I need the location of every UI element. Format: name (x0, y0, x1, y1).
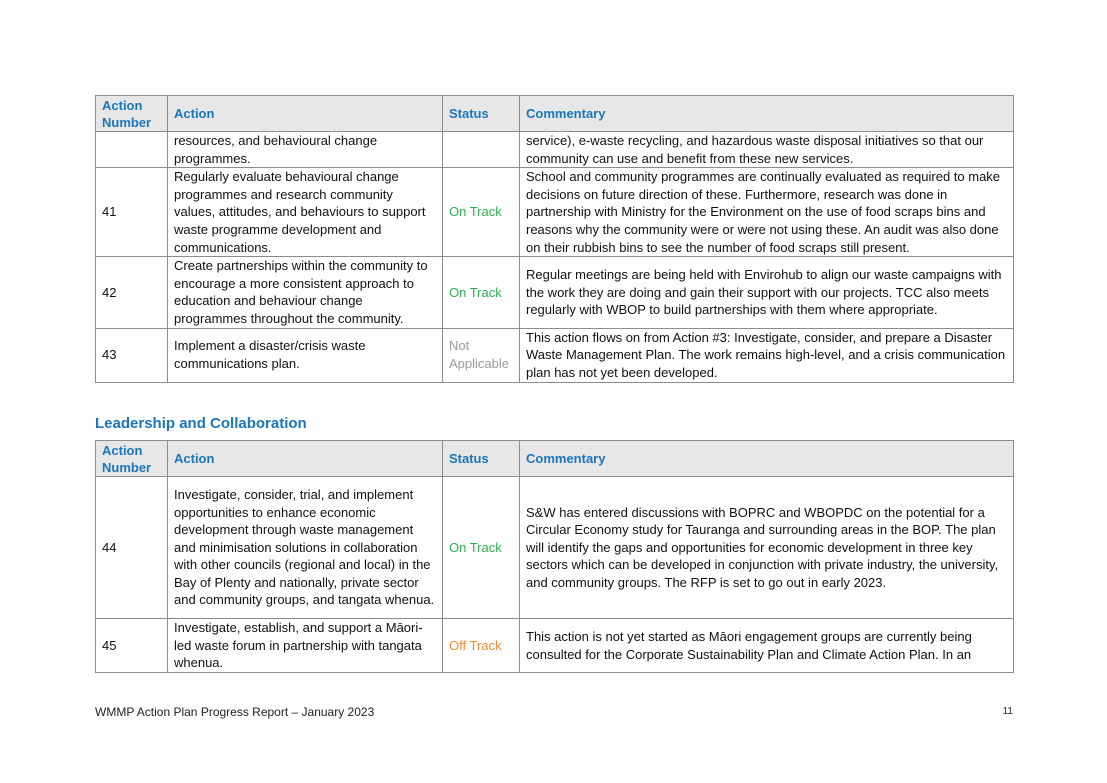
row-commentary: service), e-waste recycling, and hazardous waste disposal initiatives so that our community can use and benefit from these new services. (520, 132, 1014, 168)
row-number: 41 (96, 168, 168, 257)
status-badge: Off Track (443, 619, 520, 673)
table-row (96, 619, 1014, 673)
status-badge: On Track (443, 477, 520, 619)
row-commentary: School and community programmes are continually evaluated as required to make decisions on future direction of these. Furthermore, research was done in partnership with Ministry for the Environment on the use of food scraps bins and reasons why the community were or were not using these. An audit was also done on their rubbish bins to see the number of food scraps still present. (520, 168, 1014, 257)
header-action-number: Action Number (96, 96, 168, 132)
status-badge: On Track (443, 168, 520, 257)
row-commentary: This action is not yet started as Māori engagement groups are currently being consulted for the Corporate Sustainability Plan and Climate Action Plan. In an (520, 619, 1014, 673)
row-status (443, 132, 520, 168)
table-row (96, 257, 1014, 328)
leadership-collaboration-table (95, 440, 1014, 673)
table-header-row (96, 96, 1014, 132)
row-action: Investigate, establish, and support a Māori-led waste forum in partnership with tangata whenua. (168, 619, 443, 673)
page-number: 11 (1002, 706, 1013, 717)
row-action: Implement a disaster/crisis waste communications plan. (168, 328, 443, 382)
header-action-number: Action Number (96, 441, 168, 477)
table-row (96, 328, 1014, 382)
row-number: 45 (96, 619, 168, 673)
table-row (96, 168, 1014, 257)
footer-title: WMMP Action Plan Progress Report – January 2023 (95, 705, 375, 719)
status-badge: On Track (443, 257, 520, 328)
header-commentary: Commentary (520, 96, 1014, 132)
row-action: resources, and behavioural change programmes. (168, 132, 443, 168)
row-commentary: This action flows on from Action #3: Investigate, consider, and prepare a Disaster Waste Management Plan. The work remains high-level, and a crisis communication plan has not yet been developed. (520, 328, 1014, 382)
table-header-row (96, 441, 1014, 477)
row-commentary: S&W has entered discussions with BOPRC and WBOPDC on the potential for a Circular Economy study for Tauranga and surrounding areas in the BOP. The plan will identify the gaps and opportunities for economic development in three key sectors which can be developed in conjunction with private industry, the university, and community groups. The RFP is set to go out in early 2023. (520, 477, 1014, 619)
table-row (96, 132, 1014, 168)
row-number (96, 132, 168, 168)
header-action: Action (168, 441, 443, 477)
row-action: Create partnerships within the community to encourage a more consistent approach to education and behaviour change programmes throughout the community. (168, 257, 443, 328)
row-commentary: Regular meetings are being held with Envirohub to align our waste campaigns with the work they are doing and gain their support with our projects. TCC also meets regularly with WBOP to build partnerships with them where appropriate. (520, 257, 1014, 328)
header-status: Status (443, 441, 520, 477)
row-action: Investigate, consider, trial, and implement opportunities to enhance economic development through waste management and minimisation solutions in collaboration with other councils (regional and local) in the Bay of Plenty and nationally, private sector and community groups, and tangata whenua. (168, 477, 443, 619)
table-row (96, 477, 1014, 619)
row-action: Regularly evaluate behavioural change programmes and research community values, attitudes, and behaviours to support waste programme development and communications. (168, 168, 443, 257)
status-badge: Not Applicable (443, 328, 520, 382)
header-action: Action (168, 96, 443, 132)
row-number: 44 (96, 477, 168, 619)
section-heading: Leadership and Collaboration (95, 415, 307, 432)
header-status: Status (443, 96, 520, 132)
actions-table-continued (95, 95, 1014, 383)
header-commentary: Commentary (520, 441, 1014, 477)
row-number: 42 (96, 257, 168, 328)
row-number: 43 (96, 328, 168, 382)
